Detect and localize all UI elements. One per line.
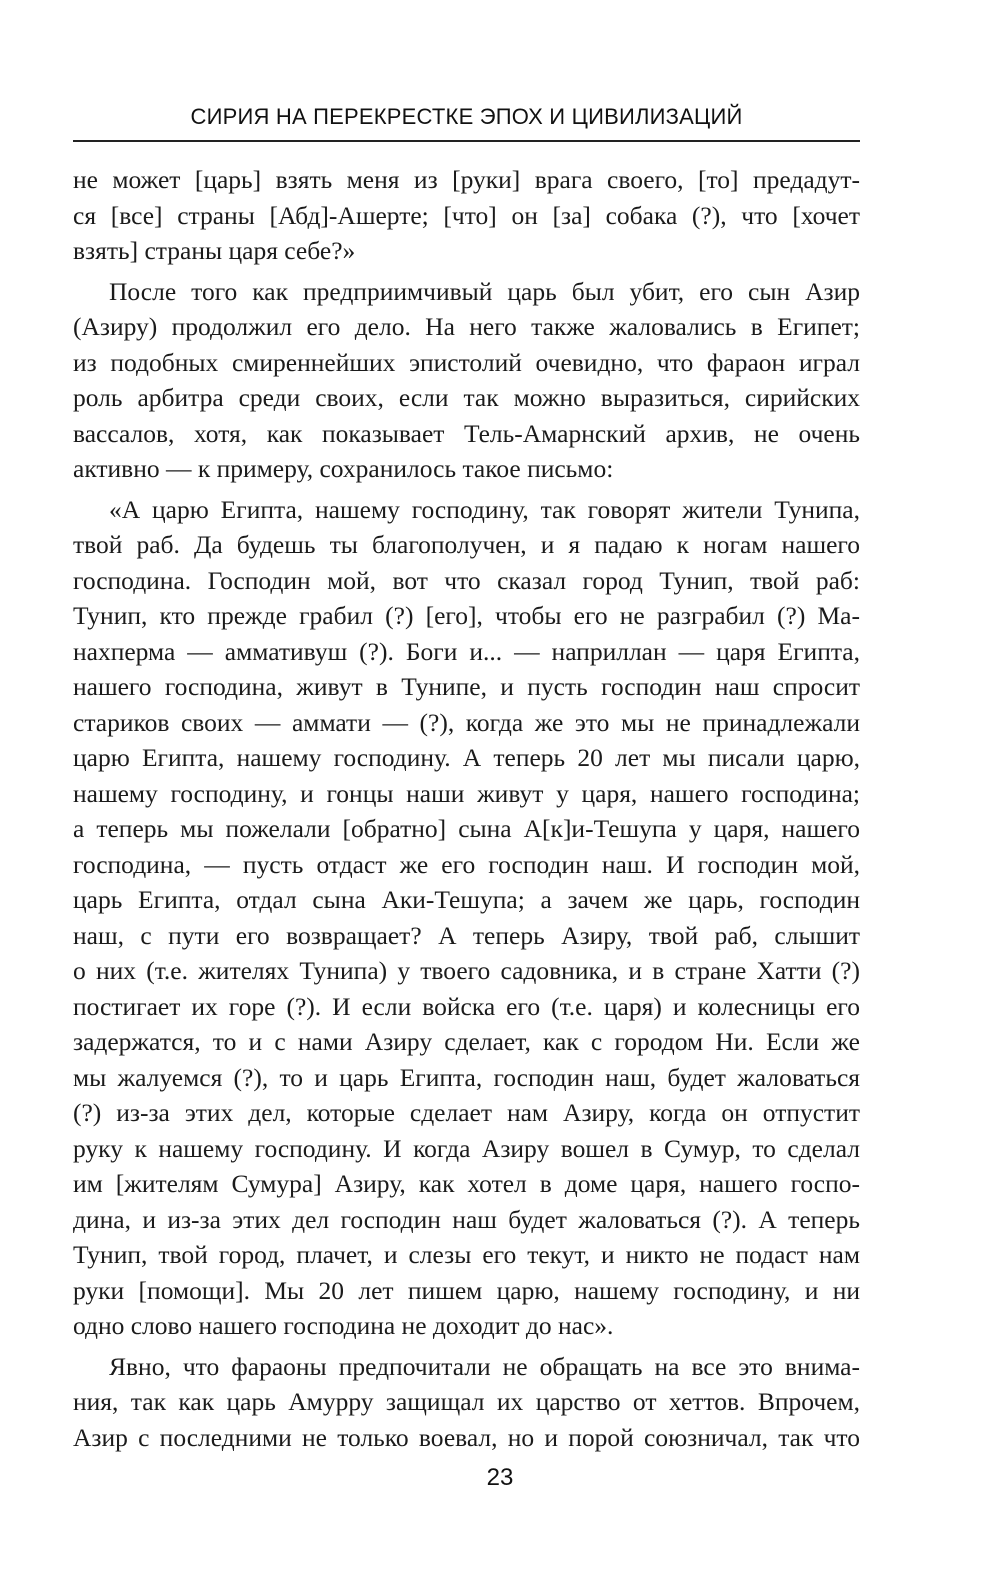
text-line: После того как предприимчивый царь был убит, его сын Азир bbox=[109, 276, 860, 306]
text-line: твой раб. Да будешь ты благополучен, и я падаю к ногам нашего bbox=[73, 530, 860, 559]
text-line: господина, — пусть отдаст же его господин наш. И господин мой, bbox=[73, 849, 860, 879]
body-text bbox=[73, 162, 860, 1460]
text-line: из подобных смиреннейших эпистолий очевидно, что фараон играл bbox=[73, 347, 860, 377]
text-line: царь Египта, отдал сына Аки-Тешупа; а зачем же царь, господин bbox=[73, 885, 860, 914]
text-line: Явно, что фараоны предпочитали не обращать на все это внима- bbox=[109, 1351, 860, 1381]
text-line: нашего господина, живут в Тунипе, и пусть господин наш спросит bbox=[73, 672, 860, 701]
page-number: 23 bbox=[486, 1464, 514, 1491]
text-line: не может [царь] взять меня из [руки] врага своего, [то] предадут- bbox=[73, 165, 860, 194]
text-line: ся [все] страны [Абд]-Ашерте; [что] он [за] собака (?), что [хочет bbox=[73, 200, 860, 230]
text-line: (Азиру) продолжил его дело. На него также жаловались в Египет; bbox=[73, 312, 860, 341]
text-line: Тунип, кто прежде грабил (?) [его], чтобы его не разграбил (?) Ма- bbox=[73, 601, 860, 630]
page-header bbox=[73, 100, 860, 142]
running-head: СИРИЯ НА ПЕРЕКРЕСТКЕ ЭПОХ И ЦИВИЛИЗАЦИЙ bbox=[190, 104, 743, 129]
text-line: царю Египта, нашему господину. А теперь 20 лет мы писали царю, bbox=[73, 743, 860, 772]
text-line: а теперь мы пожелали [обратно] сына А[к]и-Тешупа у царя, нашего bbox=[73, 814, 860, 843]
paragraph-4 bbox=[73, 1349, 860, 1456]
paragraph-1 bbox=[73, 162, 860, 269]
text-line: постигает их горе (?). И если войска его (т.е. царя) и колесницы его bbox=[73, 991, 860, 1021]
text-line: нашему господину, и гонцы наши живут у царя, нашего господина; bbox=[73, 778, 860, 808]
text-line: задержатся, то и с нами Азиру сделает, как с городом Ни. Если же bbox=[73, 1027, 860, 1056]
text-line: роль арбитра среди своих, если так можно выразиться, сирийских bbox=[73, 383, 860, 412]
text-line: наш, с пути его возвращает? А теперь Азиру, твой раб, слышит bbox=[73, 920, 860, 950]
text-line: стариков своих — аммати — (?), когда же это мы не принадлежали bbox=[73, 707, 860, 737]
text-line: руки [помощи]. Мы 20 лет пишем царю, нашему господину, и ни bbox=[73, 1275, 860, 1305]
text-line: Тунип, твой город, плачет, и слезы его текут, и никто не подаст нам bbox=[73, 1240, 860, 1269]
text-line: нахперма — аммативуш (?). Боги и... — наприллан — царя Египта, bbox=[73, 636, 860, 666]
text-line: мы жалуемся (?), то и царь Египта, господин наш, будет жаловаться bbox=[73, 1062, 860, 1092]
text-line: дина, и из-за этих дел господин наш будет жаловаться (?). А теперь bbox=[73, 1204, 860, 1234]
text-line: ния, так как царь Амурру защищал их царство от хеттов. Впрочем, bbox=[73, 1387, 860, 1416]
text-line: Азир с последними не только воевал, но и порой союзничал, так что bbox=[73, 1422, 860, 1452]
text-line: господина. Господин мой, вот что сказал город Тунип, твой раб: bbox=[73, 565, 860, 595]
text-line: взять] страны царя себе?» bbox=[73, 236, 356, 265]
text-line: активно — к примеру, сохранилось такое письмо: bbox=[73, 454, 614, 483]
text-line: одно слово нашего господина не доходит до нас». bbox=[73, 1311, 614, 1340]
text-line: «А царю Египта, нашему господину, так говорят жители Тунипа, bbox=[109, 494, 860, 524]
text-line: вассалов, хотя, как показывает Тель-Амарнский архив, не очень bbox=[73, 418, 860, 448]
text-line: о них (т.е. жителях Тунипа) у твоего садовника, и в стране Хатти (?) bbox=[73, 956, 860, 985]
paragraph-3-quoted-letter bbox=[73, 492, 860, 1344]
text-line: им [жителям Сумура] Азиру, как хотел в доме царя, нашего госпо- bbox=[73, 1169, 860, 1198]
paragraph-2 bbox=[73, 274, 860, 487]
text-line: (?) из-за этих дел, которые сделает нам Азиру, когда он отпустит bbox=[73, 1098, 860, 1127]
text-line: руку к нашему господину. И когда Азиру вошел в Сумур, то сделал bbox=[73, 1133, 860, 1163]
